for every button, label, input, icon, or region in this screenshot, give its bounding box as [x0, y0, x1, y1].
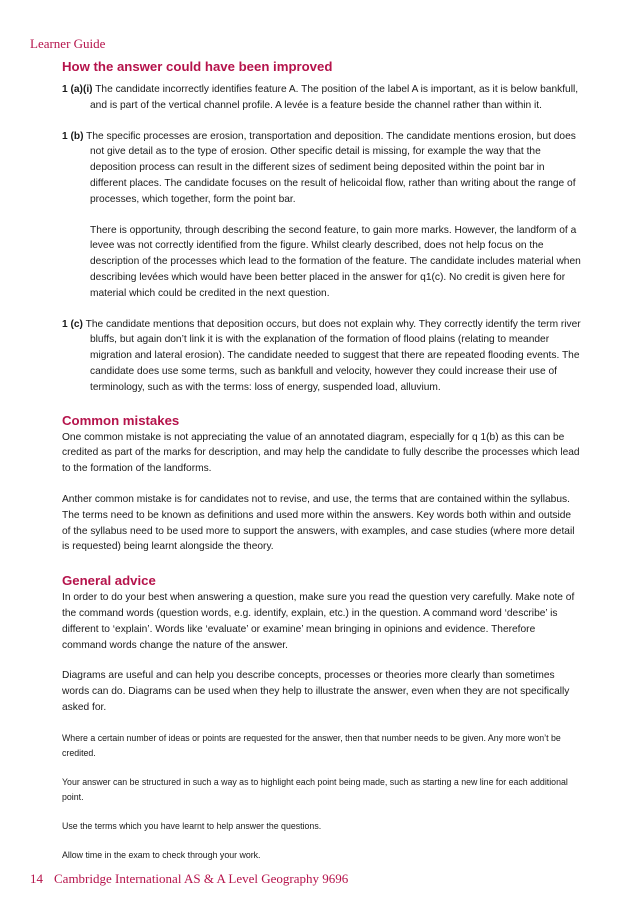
section-heading-mistakes: Common mistakes	[62, 412, 180, 428]
section-heading-advice: General advice	[62, 573, 156, 589]
answer-1b	[62, 129, 582, 208]
question-ref: 1 (a)(i)	[62, 84, 93, 95]
page-footer	[30, 871, 348, 887]
page-header: Learner Guide	[30, 36, 106, 51]
answer-text: The candidate mentions that deposition occurs, but does not explain why. They correctly identify the term river bluffs, but again don’t link it is with the explanation of the formation of flood plains (relating to meander migration and lateral erosion). The candidate needed to suggest that there are repeated flooding events. The candidate does use some terms, such as bankfull and velocity, however they could increase their use of terminology, such as with the terms: loss of energy, suspended load, alluvium.	[82, 318, 581, 393]
question-ref: 1 (c)	[62, 318, 83, 330]
section-heading-improved: How the answer could have been improved	[62, 59, 333, 74]
answer-1b-continued: There is opportunity, through describing the second feature, to gain more marks. However, the landform of a levee was not correctly identified from the figure. Whilst clearly described, does not help focus on the description of the processes which lead to the formation of the feature. The candidate includes material when describing levées which would have been better placed in the answer for q1(c). No credit is given here for material which could be credited in the next question.	[90, 224, 581, 299]
answer-text: The specific processes are erosion, transportation and deposition. The candidate mentions erosion, but does not give detail as to the type of erosion. Other specific detail is missing, for example the way that the deposition process can result in the different sizes of sediment being deposited within the point bar in different places. The candidate focuses on the result of helicoidal flow, rather than writing about the range of processes, which together, form the point bar.	[83, 130, 576, 205]
advice-note-4: Allow time in the exam to check through your work.	[62, 849, 261, 860]
answer-1a	[62, 82, 582, 114]
advice-paragraph-2: Diagrams are useful and can help you describe concepts, processes or theories more clearly than sometimes words can do. Diagrams can be used when they help to illustrate the answer, even when they are not specifically asked for.	[62, 670, 570, 713]
advice-note-1: Where a certain number of ideas or points are requested for the answer, then that number needs to be given. Any more won’t be credited.	[62, 732, 561, 758]
footer-title: Cambridge International AS & A Level Geography 9696	[54, 871, 349, 886]
answer-text: The candidate incorrectly identifies feature A. The position of the label A is important, as it is below bankfull, and is part of the vertical channel profile. A levée is a feature beside the channel rather than within it.	[90, 84, 579, 111]
question-ref: 1 (b)	[62, 130, 84, 142]
mistakes-paragraph-2: Anther common mistake is for candidates not to revise, and use, the terms that are contained within the syllabus. The terms need to be known as definitions and used more within the answers. Key words both within and outside of the syllabus need to be used more to support the answers, with examples, and case studies (where more detail is requested) being learnt alongside the theory.	[62, 493, 575, 553]
advice-note-3: Use the terms which you have learnt to help answer the questions.	[62, 820, 322, 831]
mistakes-paragraph-1: One common mistake is not appreciating the value of an annotated diagram, especially for q 1(b) as this can be credited as part of the marks for description, and may help the candidate to fully describe the processes which lead to the formation of the landforms.	[62, 431, 580, 475]
answer-1c	[62, 317, 582, 396]
advice-paragraph-1: In order to do your best when answering a question, make sure you read the question very carefully. Make note of the command words (question words, e.g. identify, explain, etc.) in the question. A command word ‘describe’ is different to ‘explain’. Words like ‘evaluate’ or examine’ mean bringing in opinions and evidence. Therefore command words change the nature of the answer.	[62, 592, 575, 651]
advice-note-2: Your answer can be structured in such a way as to highlight each point being made, such as starting a new line for each additional point.	[62, 776, 568, 802]
page-content	[62, 58, 582, 863]
page-number: 14	[30, 871, 43, 886]
